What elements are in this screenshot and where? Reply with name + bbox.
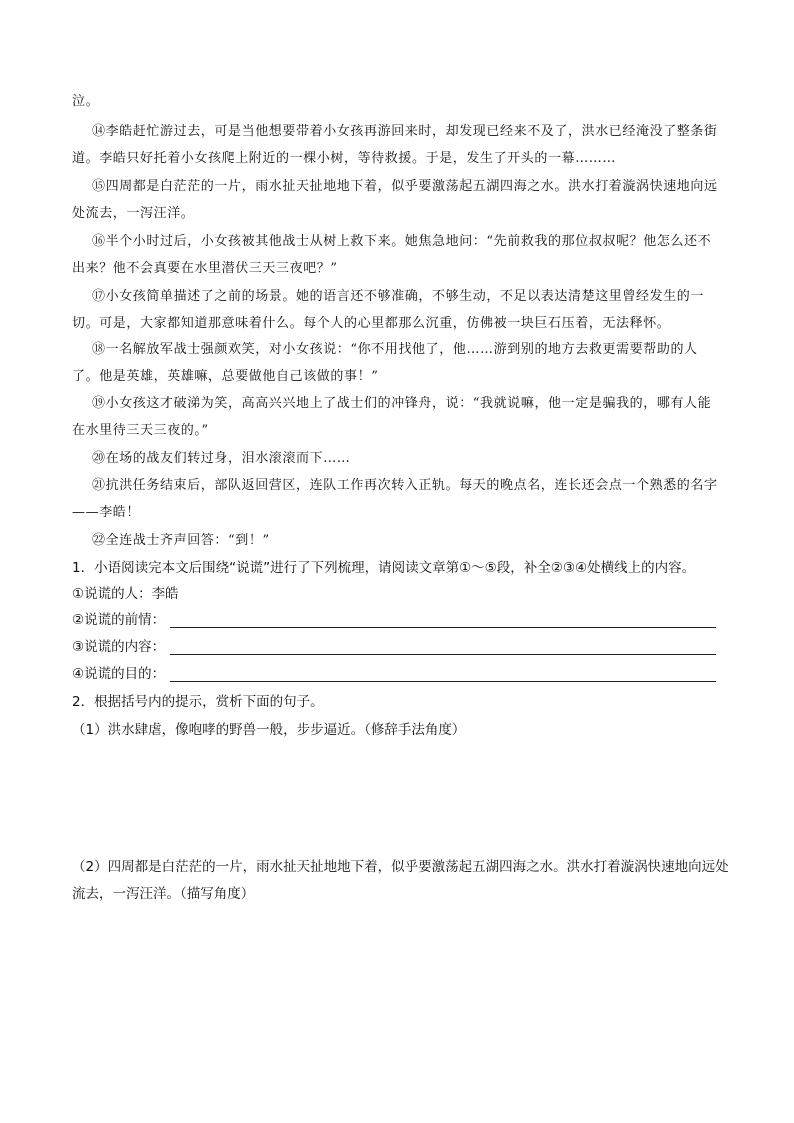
question-2-sub-2: （2）四周都是白茫茫的一片，雨水扯天扯地地下着，似乎要激荡起五湖四海之水。洪水打着漩涡快速地向远处流去，一泻汪洋。（描写角度） [72, 859, 729, 902]
passage-paragraph-18: ⑱一名解放军战士强颜欢笑，对小女孩说：“你不用找他了，他……游到别的地方去救更需要帮助的人了。他是英雄，英雄嘛，总要做他自己该做的事！” [72, 342, 698, 384]
answer-blank-2[interactable] [170, 627, 716, 628]
passage-paragraph-22: ㉒全连战士齐声回答：“到！” [92, 533, 270, 548]
passage-paragraph-19: ⑲小女孩这才破涕为笑，高高兴兴地上了战士们的冲锋舟，说：“我就说嘛，他一定是骗我的，哪有人能在水里待三天三夜的。” [72, 396, 712, 438]
passage-paragraph-17: ⑰小女孩简单描述了之前的场景。她的语言还不够准确，不够生动，不足以表达清楚这里曾经发生的一切。可是，大家都知道那意味着什么。每个人的心里都那么沉重，仿佛被一块巨石压着，无法释怀。 [72, 289, 705, 331]
question-1-item-3-label: ③说谎的内容： [72, 639, 166, 655]
question-1-item-4-row [72, 662, 732, 686]
question-1-item-2-label: ②说谎的前情： [72, 612, 166, 628]
question-1-stem: 1．小语阅读完本文后围绕“说谎”进行了下列梳理，请阅读文章第①～⑤段，补全②③④处横线上的内容。 [72, 560, 696, 576]
question-1-item-3-row [72, 635, 732, 659]
answer-blank-3[interactable] [170, 654, 716, 655]
question-1-item-4-label: ④说谎的目的： [72, 666, 166, 682]
passage-paragraph-20: ⑳在场的战友们转过身，泪水滚滚而下…… [92, 451, 351, 466]
question-2-sub-1: （1）洪水肆虐，像咆哮的野兽一般，步步逼近。（修辞手法角度） [72, 722, 466, 738]
question-1-item-1: ①说谎的人：李皓 [72, 586, 179, 602]
passage-paragraph-end: 泣。 [72, 94, 100, 109]
question-1-item-2-row [72, 608, 732, 632]
passage-paragraph-15: ⑮四周都是白茫茫的一片，雨水扯天扯地地下着，似乎要激荡起五湖四海之水。洪水打着漩涡快速地向远处流去，一泻汪洋。 [72, 179, 718, 221]
passage-paragraph-21: ㉑抗洪任务结束后，部队返回营区，连队工作再次转入正轨。每天的晚点名，连长还会点一个熟悉的名字——李皓！ [72, 478, 718, 520]
passage-paragraph-16: ⑯半个小时过后，小女孩被其他战士从树上救下来。她焦急地问：“先前救我的那位叔叔呢？他怎么还不出来？他不会真要在水里潜伏三天三夜吧？” [72, 234, 712, 276]
answer-blank-4[interactable] [170, 681, 716, 682]
passage-paragraph-14: ⑭李皓赶忙游过去，可是当他想要带着小女孩再游回来时，却发现已经来不及了，洪水已经淹没了整条街道。李皓只好托着小女孩爬上附近的一棵小树，等待救援。于是，发生了开头的一幕……… [72, 124, 718, 166]
question-2-stem: 2．根据括号内的提示，赏析下面的句子。 [72, 694, 324, 710]
